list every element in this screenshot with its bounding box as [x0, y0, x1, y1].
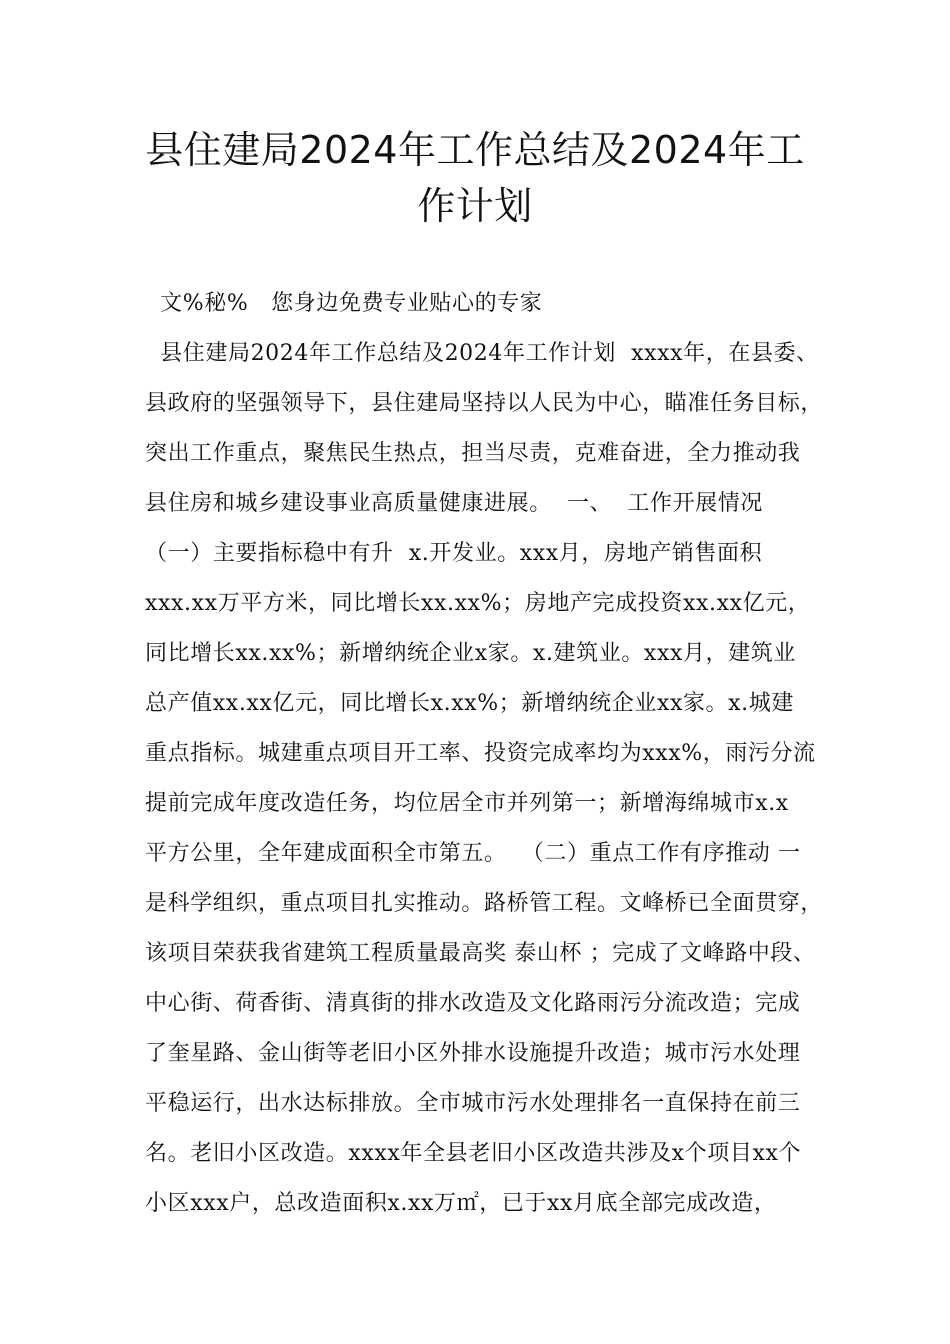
document-body — [145, 279, 835, 1229]
body-line: 提前完成年度改造任务，均位居全市并列第一；新增海绵城市x.x — [145, 791, 789, 816]
body-line: 重点指标。城建重点项目开工率、投资完成率均为xxx%，雨污分流 — [145, 741, 816, 766]
body-line: 中心街、荷香街、清真街的排水改造及文化路雨污分流改造；完成 — [145, 991, 801, 1016]
body-line: 县住建局2024年工作总结及2024年工作计划 xxxx年，在县委、 — [145, 341, 819, 366]
body-line: 文%秘% 您身边免费专业贴心的专家 — [145, 291, 543, 316]
body-line: 平稳运行，出水达标排放。全市城市污水处理排名一直保持在前三 — [145, 1091, 801, 1116]
body-line: xxx.xx万平方米，同比增长xx.xx%；房地产完成投资xx.xx亿元， — [145, 591, 811, 616]
body-line: 是科学组织，重点项目扎实推动。路桥管工程。文峰桥已全面贯穿， — [145, 891, 824, 916]
body-line: 突出工作重点，聚焦民生热点，担当尽责，克难奋进，全力推动我 — [145, 441, 801, 466]
body-line: 平方公里，全年建成面积全市第五。 （二）重点工作有序推动 一 — [145, 841, 801, 866]
body-line: 了奎星路、金山街等老旧小区外排水设施提升改造；城市污水处理 — [145, 1041, 801, 1066]
body-line: 同比增长xx.xx%；新增纳统企业x家。x.建筑业。xxx月，建筑业 — [145, 641, 796, 666]
body-line: （一）主要指标稳中有升 x.开发业。xxx月，房地产销售面积 — [145, 541, 763, 566]
body-line: 名。老旧小区改造。xxxx年全县老旧小区改造共涉及x个项目xx个 — [145, 1141, 802, 1166]
title-line: 县住建局2024年工作总结及2024年工 — [145, 128, 805, 172]
body-line: 小区xxx户，总改造面积x.xx万㎡，已于xx月底全部完成改造， — [145, 1191, 777, 1216]
body-line: 该项目荣获我省建筑工程质量最高奖 泰山杯 ；完成了文峰路中段、 — [145, 941, 816, 966]
title-line: 作计划 — [417, 184, 533, 228]
document-title — [120, 122, 830, 234]
body-line: 总产值xx.xx亿元，同比增长x.xx%；新增纳统企业xx家。x.城建 — [145, 691, 794, 716]
body-line: 县住房和城乡建设事业高质量健康进展。 一、 工作开展情况 — [145, 491, 763, 516]
body-line: 县政府的坚强领导下，县住建局坚持以人民为中心，瞄准任务目标， — [145, 391, 824, 416]
